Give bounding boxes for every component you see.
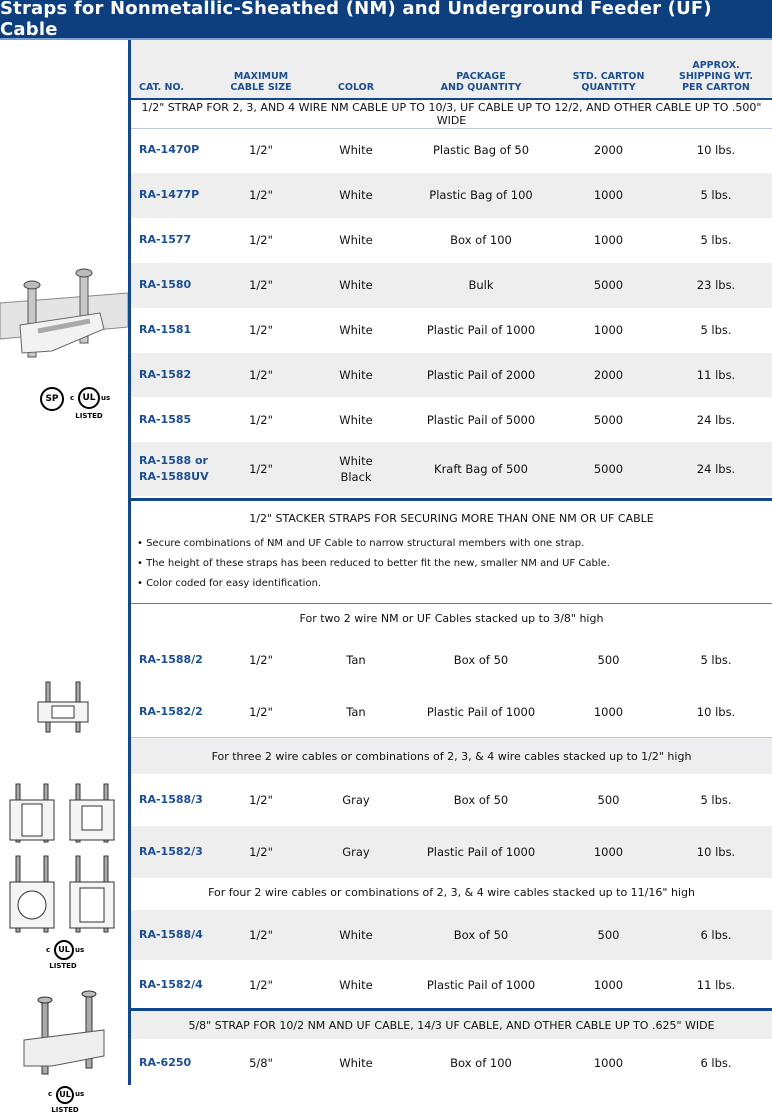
color: White <box>339 412 373 427</box>
package-quantity: Box of 100 <box>450 1056 512 1070</box>
color-line2: Black <box>340 470 372 484</box>
table-row <box>131 218 772 263</box>
color: Tan <box>346 705 366 719</box>
carton-quantity: 1000 <box>593 323 624 338</box>
cat-no: RA-1582/4 <box>139 978 203 991</box>
csa-certification-icon: SP <box>40 387 64 411</box>
cable-size: 1/2" <box>249 928 273 942</box>
cable-size: 1/2" <box>249 367 273 382</box>
cable-size: 1/2" <box>249 143 273 158</box>
table-row <box>131 173 772 218</box>
cat-no: RA-1582/3 <box>139 845 203 858</box>
package-quantity: Plastic Bag of 100 <box>429 188 533 203</box>
ul-c-mark: c <box>70 394 75 402</box>
carton-quantity: 2000 <box>593 367 624 382</box>
ul-certification-icon: UL <box>78 387 100 409</box>
carton-quantity: 1000 <box>593 845 624 859</box>
divider <box>131 603 772 604</box>
col-carton-line2: QUANTITY <box>581 82 636 93</box>
color: White <box>339 928 373 942</box>
color: White <box>339 233 373 248</box>
color: White <box>339 143 373 158</box>
carton-quantity: 1000 <box>593 188 624 203</box>
ul-us-mark-2: us <box>75 946 85 954</box>
package-quantity: Plastic Pail of 5000 <box>426 412 536 427</box>
carton-quantity: 1000 <box>593 1056 624 1070</box>
ul-listed-label-3: LISTED <box>51 1106 79 1114</box>
ul-c-mark-2: c <box>46 946 51 954</box>
color: Gray <box>342 793 370 807</box>
cat-no: RA-1588/2 <box>139 653 203 666</box>
shipping-weight: 24 lbs. <box>696 462 736 476</box>
cable-size: 1/2" <box>249 653 273 667</box>
strap-on-cable-illustration <box>0 265 128 385</box>
section1-heading: 1/2" STRAP FOR 2, 3, AND 4 WIRE NM CABLE UP TO 10/3, UF CABLE UP TO 12/2, AND OTHER CABLE UP TO .500" WIDE <box>141 101 762 127</box>
table-row <box>131 686 772 738</box>
cat-no: RA-1581 <box>139 323 192 337</box>
col-color: COLOR <box>337 82 375 93</box>
shipping-weight: 23 lbs. <box>696 278 736 293</box>
color: White <box>339 367 373 382</box>
carton-quantity: 500 <box>597 928 620 942</box>
carton-quantity: 5000 <box>593 462 624 476</box>
bullet-item: • Color coded for easy identification. <box>137 578 322 589</box>
cat-no: RA-1477P <box>139 188 200 202</box>
table-row <box>131 634 772 686</box>
cable-size: 1/2" <box>249 793 273 807</box>
col-max-size-line2: CABLE SIZE <box>230 82 292 93</box>
carton-quantity: 5000 <box>593 412 624 427</box>
col-ship-line3: PER CARTON <box>682 82 750 93</box>
color: White <box>339 1056 373 1070</box>
col-package-line1: PACKAGE <box>456 71 506 82</box>
cable-size: 1/2" <box>249 278 273 293</box>
color: White <box>339 323 373 338</box>
carton-quantity: 1000 <box>593 233 624 248</box>
ul-listed-label-2: LISTED <box>49 962 77 970</box>
col-ship-line1: APPROX. <box>692 60 740 71</box>
ul-c-mark-3: c <box>48 1090 53 1098</box>
cable-size: 5/8" <box>249 1056 273 1070</box>
shipping-weight: 5 lbs. <box>700 323 732 338</box>
cat-no: RA-1577 <box>139 233 192 247</box>
table-row <box>131 442 772 496</box>
table-row <box>131 774 772 826</box>
cat-no: RA-1582 <box>139 367 192 381</box>
divider <box>131 498 772 501</box>
color: White <box>339 978 373 992</box>
shipping-weight: 5 lbs. <box>700 233 732 248</box>
shipping-weight: 11 lbs. <box>696 367 736 382</box>
color-line1: White <box>339 454 373 468</box>
stacker-strap-3b-illustration <box>66 782 118 846</box>
group3-heading: For three 2 wire cables or combinations of 2, 3, & 4 wire cables stacked up to 1/2" high <box>131 738 772 774</box>
feature-bullets <box>137 534 610 594</box>
group2-heading: For two 2 wire NM or UF Cables stacked up to 3/8" high <box>299 611 604 625</box>
package-quantity: Plastic Pail of 1000 <box>426 845 536 859</box>
shipping-weight: 5 lbs. <box>700 188 732 203</box>
carton-quantity: 2000 <box>593 143 624 158</box>
cable-size: 1/2" <box>249 233 273 248</box>
cable-size: 1/2" <box>249 978 273 992</box>
cat-no: RA-1588/3 <box>139 793 203 806</box>
package-quantity: Box of 50 <box>453 928 509 942</box>
stacker-strap-4b-illustration <box>66 854 118 936</box>
carton-quantity: 5000 <box>593 278 624 293</box>
package-quantity: Plastic Pail of 2000 <box>426 367 536 382</box>
col-max-size-line1: MAXIMUM <box>233 71 289 82</box>
ul-certification-icon-3: UL <box>56 1086 74 1104</box>
section3-heading: 5/8" STRAP FOR 10/2 NM AND UF CABLE, 14/3 UF CABLE, AND OTHER CABLE UP TO .625" WIDE <box>131 1011 772 1039</box>
ul-us-mark-3: us <box>75 1090 85 1098</box>
stacker-strap-2-illustration <box>34 680 94 736</box>
package-quantity: Plastic Pail of 1000 <box>426 705 536 719</box>
col-package-line2: AND QUANTITY <box>440 82 522 93</box>
carton-quantity: 500 <box>597 793 620 807</box>
cat-no: RA-6250 <box>139 1056 192 1069</box>
col-ship-line2: SHIPPING WT. <box>679 71 753 82</box>
table-row <box>131 1042 772 1084</box>
shipping-weight: 5 lbs. <box>700 653 732 667</box>
column-header-row <box>131 40 772 98</box>
illustration-column <box>0 40 128 1114</box>
table-row <box>131 960 772 1010</box>
section2-heading: 1/2" STACKER STRAPS FOR SECURING MORE THAN ONE NM OR UF CABLE <box>249 511 654 525</box>
cat-no: RA-1588/4 <box>139 928 203 941</box>
color: White <box>339 188 373 203</box>
carton-quantity: 500 <box>597 653 620 667</box>
table-row <box>131 308 772 353</box>
color: Tan <box>346 653 366 667</box>
package-quantity: Kraft Bag of 500 <box>434 462 528 476</box>
stacker-strap-4a-illustration <box>6 854 58 936</box>
package-quantity: Box of 50 <box>453 653 509 667</box>
col-carton-line1: STD. CARTON <box>572 71 645 82</box>
color: White <box>339 278 373 293</box>
cat-no-line1: RA-1588 or <box>139 454 208 467</box>
cat-no: RA-1580 <box>139 278 192 292</box>
package-quantity: Plastic Bag of 50 <box>432 143 530 158</box>
large-strap-illustration <box>16 992 112 1078</box>
package-quantity: Plastic Pail of 1000 <box>426 323 536 338</box>
shipping-weight: 6 lbs. <box>700 928 732 942</box>
ul-us-mark: us <box>101 394 111 402</box>
shipping-weight: 10 lbs. <box>696 143 736 158</box>
shipping-weight: 5 lbs. <box>700 793 732 807</box>
cat-no: RA-1470P <box>139 143 200 157</box>
carton-quantity: 1000 <box>593 978 624 992</box>
shipping-weight: 10 lbs. <box>696 705 736 719</box>
ul-certification-icon-2: UL <box>54 940 74 960</box>
table-row <box>131 263 772 308</box>
table-row <box>131 910 772 960</box>
package-quantity: Box of 50 <box>453 793 509 807</box>
package-quantity: Bulk <box>468 278 494 293</box>
page-title: Straps for Nonmetallic-Sheathed (NM) and Underground Feeder (UF) Cable <box>0 0 772 40</box>
product-table <box>128 40 772 1085</box>
cable-size: 1/2" <box>249 462 273 476</box>
stacker-strap-3a-illustration <box>6 782 58 846</box>
cable-size: 1/2" <box>249 188 273 203</box>
cat-no: RA-1585 <box>139 412 192 426</box>
bullet-item: • Secure combinations of NM and UF Cable to narrow structural members with one strap. <box>137 538 585 549</box>
table-row <box>131 397 772 442</box>
table-row <box>131 128 772 173</box>
cat-no-line2: RA-1588UV <box>139 470 209 483</box>
cable-size: 1/2" <box>249 323 273 338</box>
table-row <box>131 826 772 878</box>
color: Gray <box>342 845 370 859</box>
cable-size: 1/2" <box>249 412 273 427</box>
shipping-weight: 24 lbs. <box>696 412 736 427</box>
carton-quantity: 1000 <box>593 705 624 719</box>
cat-no: RA-1582/2 <box>139 705 203 718</box>
shipping-weight: 11 lbs. <box>696 978 736 992</box>
col-cat-no: CAT. NO. <box>139 82 184 93</box>
shipping-weight: 6 lbs. <box>700 1056 732 1070</box>
group4-heading: For four 2 wire cables or combinations of 2, 3, & 4 wire cables stacked up to 11/16" high <box>208 885 695 899</box>
table-row <box>131 353 772 398</box>
cable-size: 1/2" <box>249 845 273 859</box>
package-quantity: Plastic Pail of 1000 <box>426 978 536 992</box>
cable-size: 1/2" <box>249 705 273 719</box>
shipping-weight: 10 lbs. <box>696 845 736 859</box>
ul-listed-label: LISTED <box>75 412 103 420</box>
bullet-item: • The height of these straps has been reduced to better fit the new, smaller NM and UF Cable. <box>137 558 610 569</box>
package-quantity: Box of 100 <box>450 233 512 248</box>
